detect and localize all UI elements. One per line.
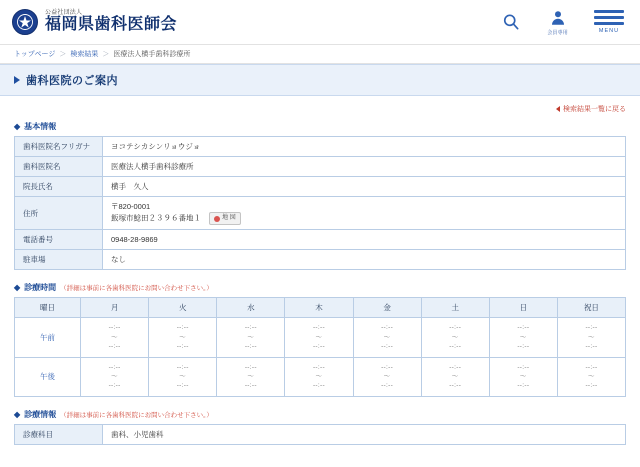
breadcrumb-item-current: 医療法人横手歯科診療所 <box>113 51 191 58</box>
map-pin-icon <box>214 216 220 222</box>
breadcrumb-separator: ＞ <box>59 51 67 58</box>
site-logo-icon <box>12 9 38 35</box>
page-title-bar <box>0 64 640 96</box>
hours-cell: --:-- 〜 --:-- <box>421 357 489 396</box>
table-row <box>15 137 626 157</box>
basic-info-table <box>14 136 626 270</box>
breadcrumb-item-home[interactable]: トップページ <box>14 51 56 58</box>
table-row <box>15 424 626 444</box>
content-spacer <box>14 457 626 467</box>
member-area-label: 会員専用 <box>547 29 568 36</box>
table-row <box>15 230 626 250</box>
hours-cell: --:-- 〜 --:-- <box>217 318 285 357</box>
section-note-treatment: （詳細は事前に各歯科医院にお問い合わせ下さい。） <box>60 411 213 419</box>
row-label-address: 住所 <box>15 197 103 230</box>
search-icon <box>501 12 521 32</box>
table-row <box>15 197 626 230</box>
hours-cell: --:-- 〜 --:-- <box>81 357 149 396</box>
menu-button[interactable] <box>594 10 624 34</box>
table-row <box>15 157 626 177</box>
site-title-block <box>45 10 177 35</box>
hours-cell: --:-- 〜 --:-- <box>285 357 353 396</box>
table-row <box>15 250 626 270</box>
breadcrumb-separator-2: ＞ <box>102 51 110 58</box>
left-arrow-icon <box>556 106 560 112</box>
triangle-icon <box>14 76 20 84</box>
hours-cell: --:-- 〜 --:-- <box>489 357 557 396</box>
row-label-parking: 駐車場 <box>15 250 103 270</box>
hours-day-thu: 木 <box>285 298 353 318</box>
page-title: 歯科医院のご案内 <box>26 75 118 87</box>
hours-cell: --:-- 〜 --:-- <box>149 318 217 357</box>
breadcrumb-item-results[interactable]: 検索結果 <box>70 51 99 58</box>
header-actions <box>501 9 628 36</box>
hours-cell: --:-- 〜 --:-- <box>217 357 285 396</box>
row-value-kana: ヨコテシカシンリョウジョ <box>103 137 626 157</box>
section-heading-treatment <box>14 409 626 420</box>
hours-day-fri: 金 <box>353 298 421 318</box>
org-name: 福岡県歯科医師会 <box>45 16 178 34</box>
person-icon <box>549 9 567 27</box>
hours-cell: --:-- 〜 --:-- <box>353 318 421 357</box>
hours-day-wed: 水 <box>217 298 285 318</box>
hours-cell: --:-- 〜 --:-- <box>149 357 217 396</box>
row-value-parking: なし <box>103 250 626 270</box>
map-button-label: 地 図 <box>222 215 236 222</box>
member-area-button[interactable] <box>547 9 568 36</box>
table-row <box>15 318 626 357</box>
diamond-icon: ◆ <box>14 122 21 131</box>
row-label-kana: 歯科医院名フリガナ <box>15 137 103 157</box>
row-label-director: 院長氏名 <box>15 177 103 197</box>
hours-day-sun: 日 <box>489 298 557 318</box>
section-heading-basic <box>14 121 626 132</box>
hours-period-am-label: 午前 <box>15 318 81 357</box>
site-header <box>0 0 640 44</box>
address-text: 飯塚市鯰田２３９６番地１ <box>111 213 201 223</box>
treatment-info-table <box>14 424 626 445</box>
hours-day-tue: 火 <box>149 298 217 318</box>
section-heading-treatment-label: 診療情報 <box>24 409 57 419</box>
row-value-departments: 歯科、小児歯科 <box>103 424 626 444</box>
hours-cell: --:-- 〜 --:-- <box>489 318 557 357</box>
main-content <box>0 96 640 467</box>
back-to-results-link[interactable] <box>556 104 626 114</box>
org-subtitle: 公益社団法人 <box>45 9 83 16</box>
table-row <box>15 177 626 197</box>
row-label-clinic-name: 歯科医院名 <box>15 157 103 177</box>
breadcrumb <box>0 44 640 64</box>
hamburger-icon <box>594 10 624 25</box>
section-heading-hours-label: 診療時間 <box>24 283 57 293</box>
table-header-row <box>15 298 626 318</box>
back-to-results-label: 検索結果一覧に戻る <box>563 106 626 113</box>
section-note-hours: （詳細は事前に各歯科医院にお問い合わせ下さい。） <box>60 285 213 293</box>
row-value-director: 横手 久人 <box>103 177 626 197</box>
map-button[interactable] <box>209 212 241 225</box>
row-label-phone: 電話番号 <box>15 230 103 250</box>
hours-cell: --:-- 〜 --:-- <box>557 318 625 357</box>
diamond-icon: ◆ <box>14 283 21 293</box>
row-label-departments: 診療科目 <box>15 424 103 444</box>
hours-cell: --:-- 〜 --:-- <box>81 318 149 357</box>
row-value-address <box>103 197 626 230</box>
hours-period-pm-label: 午後 <box>15 357 81 396</box>
section-heading-basic-label: 基本情報 <box>24 122 57 131</box>
hours-cell: --:-- 〜 --:-- <box>353 357 421 396</box>
row-value-clinic-name: 医療法人横手歯科診療所 <box>103 157 626 177</box>
hours-cell: --:-- 〜 --:-- <box>557 357 625 396</box>
diamond-icon: ◆ <box>14 409 21 419</box>
back-to-results-row <box>14 104 626 114</box>
menu-label: MENU <box>598 28 620 34</box>
hours-cell: --:-- 〜 --:-- <box>421 318 489 357</box>
search-button[interactable] <box>501 12 521 32</box>
hours-corner-label: 曜日 <box>15 298 81 318</box>
hours-day-sat: 土 <box>421 298 489 318</box>
row-value-phone: 0948-28-9869 <box>103 230 626 250</box>
hours-day-mon: 月 <box>81 298 149 318</box>
section-heading-hours <box>14 282 626 293</box>
hours-cell: --:-- 〜 --:-- <box>285 318 353 357</box>
address-postal-code: 〒820-0001 <box>111 202 151 211</box>
table-row <box>15 357 626 396</box>
address-line <box>111 212 617 225</box>
hours-day-holiday: 祝日 <box>557 298 625 318</box>
hours-table <box>14 297 626 397</box>
